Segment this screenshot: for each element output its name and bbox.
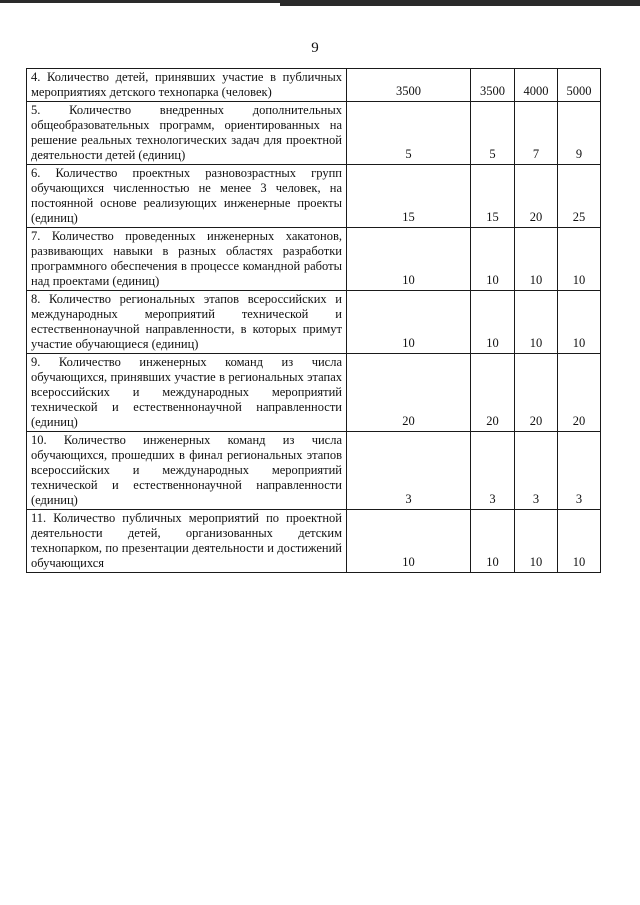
value-cell-4: 9 xyxy=(558,102,601,165)
indicator-description: 7. Количество проведенных инженерных хакатонов, развивающих навыки в разных областях разработки программного обеспечения в процессе командной работы над проектами (единиц) xyxy=(27,228,347,291)
value-cell-4: 20 xyxy=(558,354,601,432)
value-cell-2: 3500 xyxy=(471,69,515,102)
value-cell-1: 5 xyxy=(347,102,471,165)
table-row xyxy=(27,69,601,102)
value-cell-1: 10 xyxy=(347,228,471,291)
value-cell-3: 20 xyxy=(515,165,558,228)
value-cell-3: 3 xyxy=(515,432,558,510)
value-cell-4: 10 xyxy=(558,291,601,354)
page-top-border xyxy=(0,0,640,6)
table-row xyxy=(27,510,601,573)
value-cell-1: 15 xyxy=(347,165,471,228)
value-cell-3: 10 xyxy=(515,510,558,573)
value-cell-3: 7 xyxy=(515,102,558,165)
table-row xyxy=(27,165,601,228)
value-cell-1: 3 xyxy=(347,432,471,510)
value-cell-4: 25 xyxy=(558,165,601,228)
value-cell-2: 10 xyxy=(471,510,515,573)
indicator-description: 5. Количество внедренных дополнительных общеобразовательных программ, ориентированных на решение реальных технологических задач для проектной деятельности детей (единиц) xyxy=(27,102,347,165)
value-cell-1: 3500 xyxy=(347,69,471,102)
value-cell-3: 10 xyxy=(515,228,558,291)
value-cell-2: 3 xyxy=(471,432,515,510)
page-number: 9 xyxy=(311,40,319,56)
table-row xyxy=(27,432,601,510)
indicator-description: 8. Количество региональных этапов всероссийских и международных мероприятий технической и естественнонаучной направленности, в которых примут участие обучающиеся (единиц) xyxy=(27,291,347,354)
value-cell-1: 10 xyxy=(347,291,471,354)
indicator-description: 11. Количество публичных мероприятий по проектной деятельности детей, организованных детским технопарком, по презентации деятельности и достижений обучающихся xyxy=(27,510,347,573)
indicator-description: 4. Количество детей, принявших участие в публичных мероприятиях детского технопарка (человек) xyxy=(27,69,347,102)
value-cell-2: 5 xyxy=(471,102,515,165)
value-cell-4: 10 xyxy=(558,228,601,291)
value-cell-4: 5000 xyxy=(558,69,601,102)
indicator-description: 6. Количество проектных разновозрастных групп обучающихся численностью не менее 3 человек, на постоянной основе реализующих инженерные проекты (единиц) xyxy=(27,165,347,228)
indicators-table xyxy=(26,68,601,573)
value-cell-1: 20 xyxy=(347,354,471,432)
value-cell-3: 4000 xyxy=(515,69,558,102)
table-row xyxy=(27,291,601,354)
value-cell-3: 10 xyxy=(515,291,558,354)
value-cell-2: 10 xyxy=(471,228,515,291)
value-cell-2: 20 xyxy=(471,354,515,432)
value-cell-3: 20 xyxy=(515,354,558,432)
table-row xyxy=(27,102,601,165)
value-cell-4: 3 xyxy=(558,432,601,510)
indicator-description: 10. Количество инженерных команд из числа обучающихся, прошедших в финал региональных этапов всероссийских и международных мероприятий технической и естественнонаучной направленности (единиц) xyxy=(27,432,347,510)
value-cell-1: 10 xyxy=(347,510,471,573)
table-row xyxy=(27,354,601,432)
value-cell-2: 15 xyxy=(471,165,515,228)
value-cell-4: 10 xyxy=(558,510,601,573)
indicator-description: 9. Количество инженерных команд из числа обучающихся, принявших участие в региональных этапах всероссийских и международных мероприятий технической и естественнонаучной направленности (единиц) xyxy=(27,354,347,432)
table-row xyxy=(27,228,601,291)
value-cell-2: 10 xyxy=(471,291,515,354)
